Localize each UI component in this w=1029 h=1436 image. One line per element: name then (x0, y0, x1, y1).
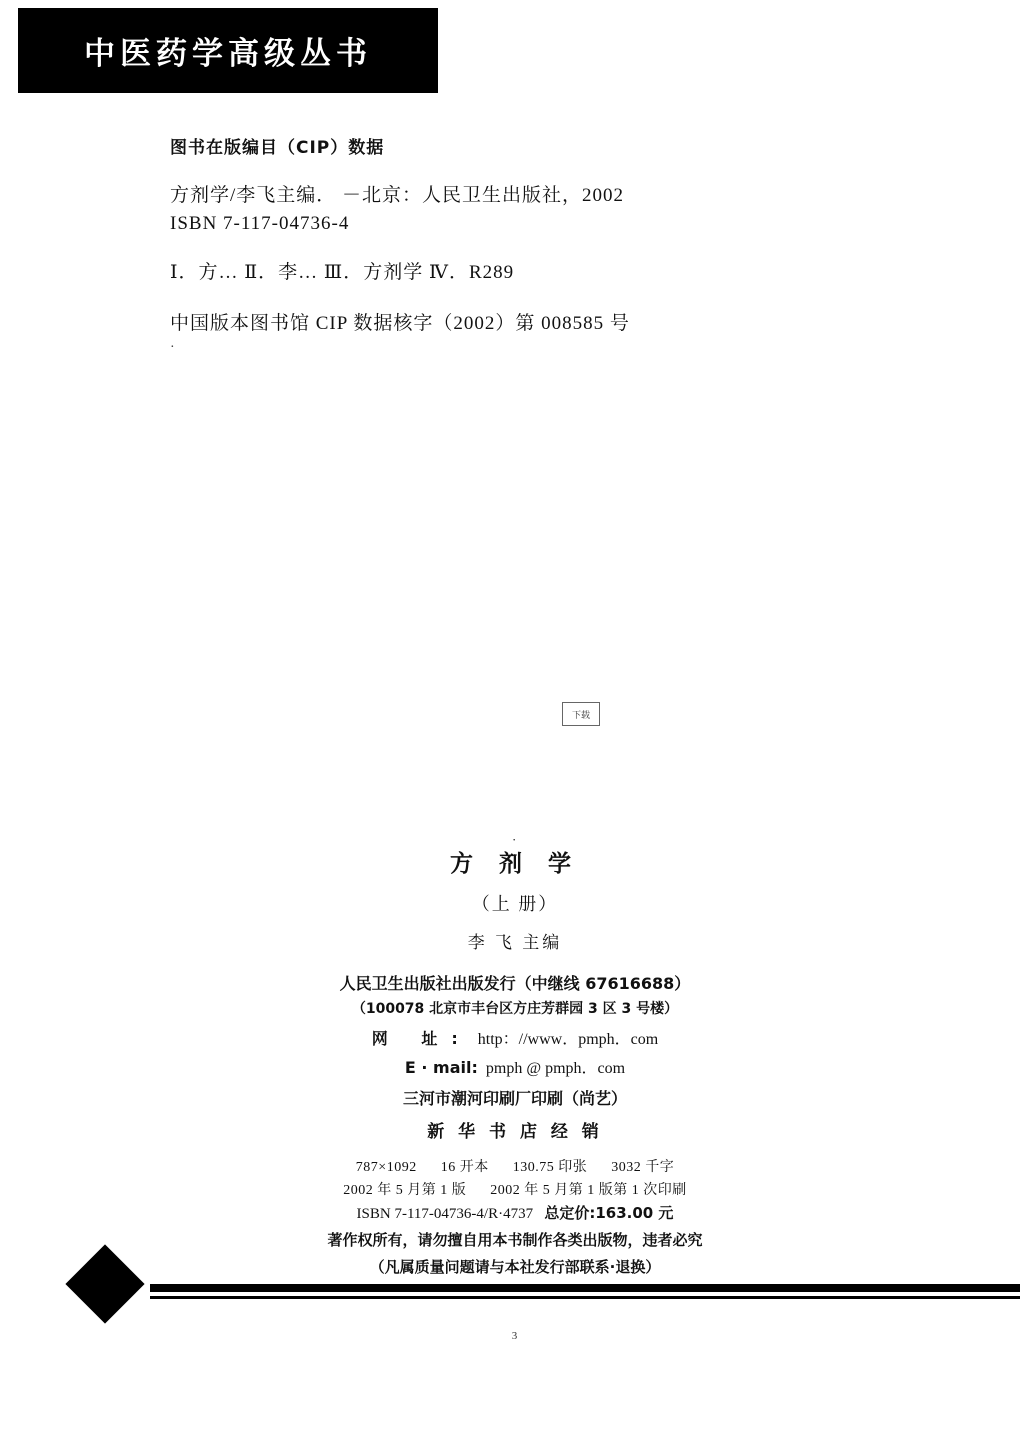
edition-value: 2002 年 5 月第 1 版 (343, 1183, 467, 1198)
series-banner (18, 8, 438, 93)
colophon-block (280, 832, 750, 1277)
page-number: 3 (511, 1330, 518, 1342)
cip-heading: 图书在版编目（CIP）数据 (170, 138, 385, 158)
bottom-rule-thick (150, 1284, 1020, 1292)
publisher-line: 人民卫生出版社出版发行（中继线 67616688） (339, 974, 691, 993)
edition-line (280, 1179, 750, 1199)
download-tag[interactable] (562, 702, 600, 726)
editor-line: 李 飞 主编 (467, 933, 563, 952)
website-value[interactable]: http：//www．pmph．com (477, 1031, 659, 1048)
printer-line: 三河市潮河印刷厂印刷（尚艺） (402, 1089, 627, 1108)
website-label: 网 址: (371, 1029, 472, 1048)
bottom-rule-thin (150, 1296, 1020, 1299)
cip-line-title-publisher: 方剂学/李飞主编． －北京：人民卫生出版社，2002 (170, 185, 625, 206)
diamond-ornament (65, 1244, 144, 1323)
quality-notice: （凡属质量问题请与本社发行部联系·退换） (369, 1258, 661, 1276)
email-line (280, 1055, 750, 1078)
isbn-price-line (280, 1202, 750, 1223)
isbn-value: ISBN 7-117-04736-4/R·4737 (356, 1206, 534, 1222)
cip-line-classification: Ⅰ．方… Ⅱ．李… Ⅲ．方剂学 Ⅳ．R289 (170, 262, 515, 283)
copyright-notice: 著作权所有，请勿擅自用本书制作各类出版物，违者必究 (327, 1231, 703, 1249)
price-value: 总定价:163.00 元 (544, 1204, 674, 1222)
spec-line (280, 1156, 750, 1176)
spec-format: 16 开本 (440, 1160, 489, 1175)
stray-dot-mark: · (170, 340, 175, 355)
cip-line-isbn: ISBN 7-117-04736-4 (170, 213, 350, 234)
spec-size: 787×1092 (355, 1160, 417, 1175)
spec-words: 3032 千字 (611, 1160, 675, 1175)
book-title: 方 剂 学 (449, 851, 580, 877)
series-title: 中医药学高级丛书 (84, 36, 372, 72)
spec-sheets: 130.75 印张 (512, 1160, 588, 1175)
download-tag-label: 下载 (571, 710, 590, 721)
colophon-dot-mark: · (512, 832, 517, 847)
email-value[interactable]: pmph @ pmph．com (485, 1060, 626, 1077)
publisher-address: （100078 北京市丰台区方庄芳群园 3 区 3 号楼） (351, 1001, 679, 1017)
printing-value: 2002 年 5 月第 1 版第 1 次印刷 (490, 1183, 687, 1198)
website-line (280, 1026, 750, 1049)
email-label: E · mail: (404, 1058, 478, 1077)
volume-label: （上 册） (471, 894, 559, 914)
cip-block (170, 133, 870, 341)
distributor-line: 新 华 书 店 经 销 (427, 1122, 603, 1142)
cip-line-registry: 中国版本图书馆 CIP 数据核字（2002）第 008585 号 (170, 313, 630, 334)
